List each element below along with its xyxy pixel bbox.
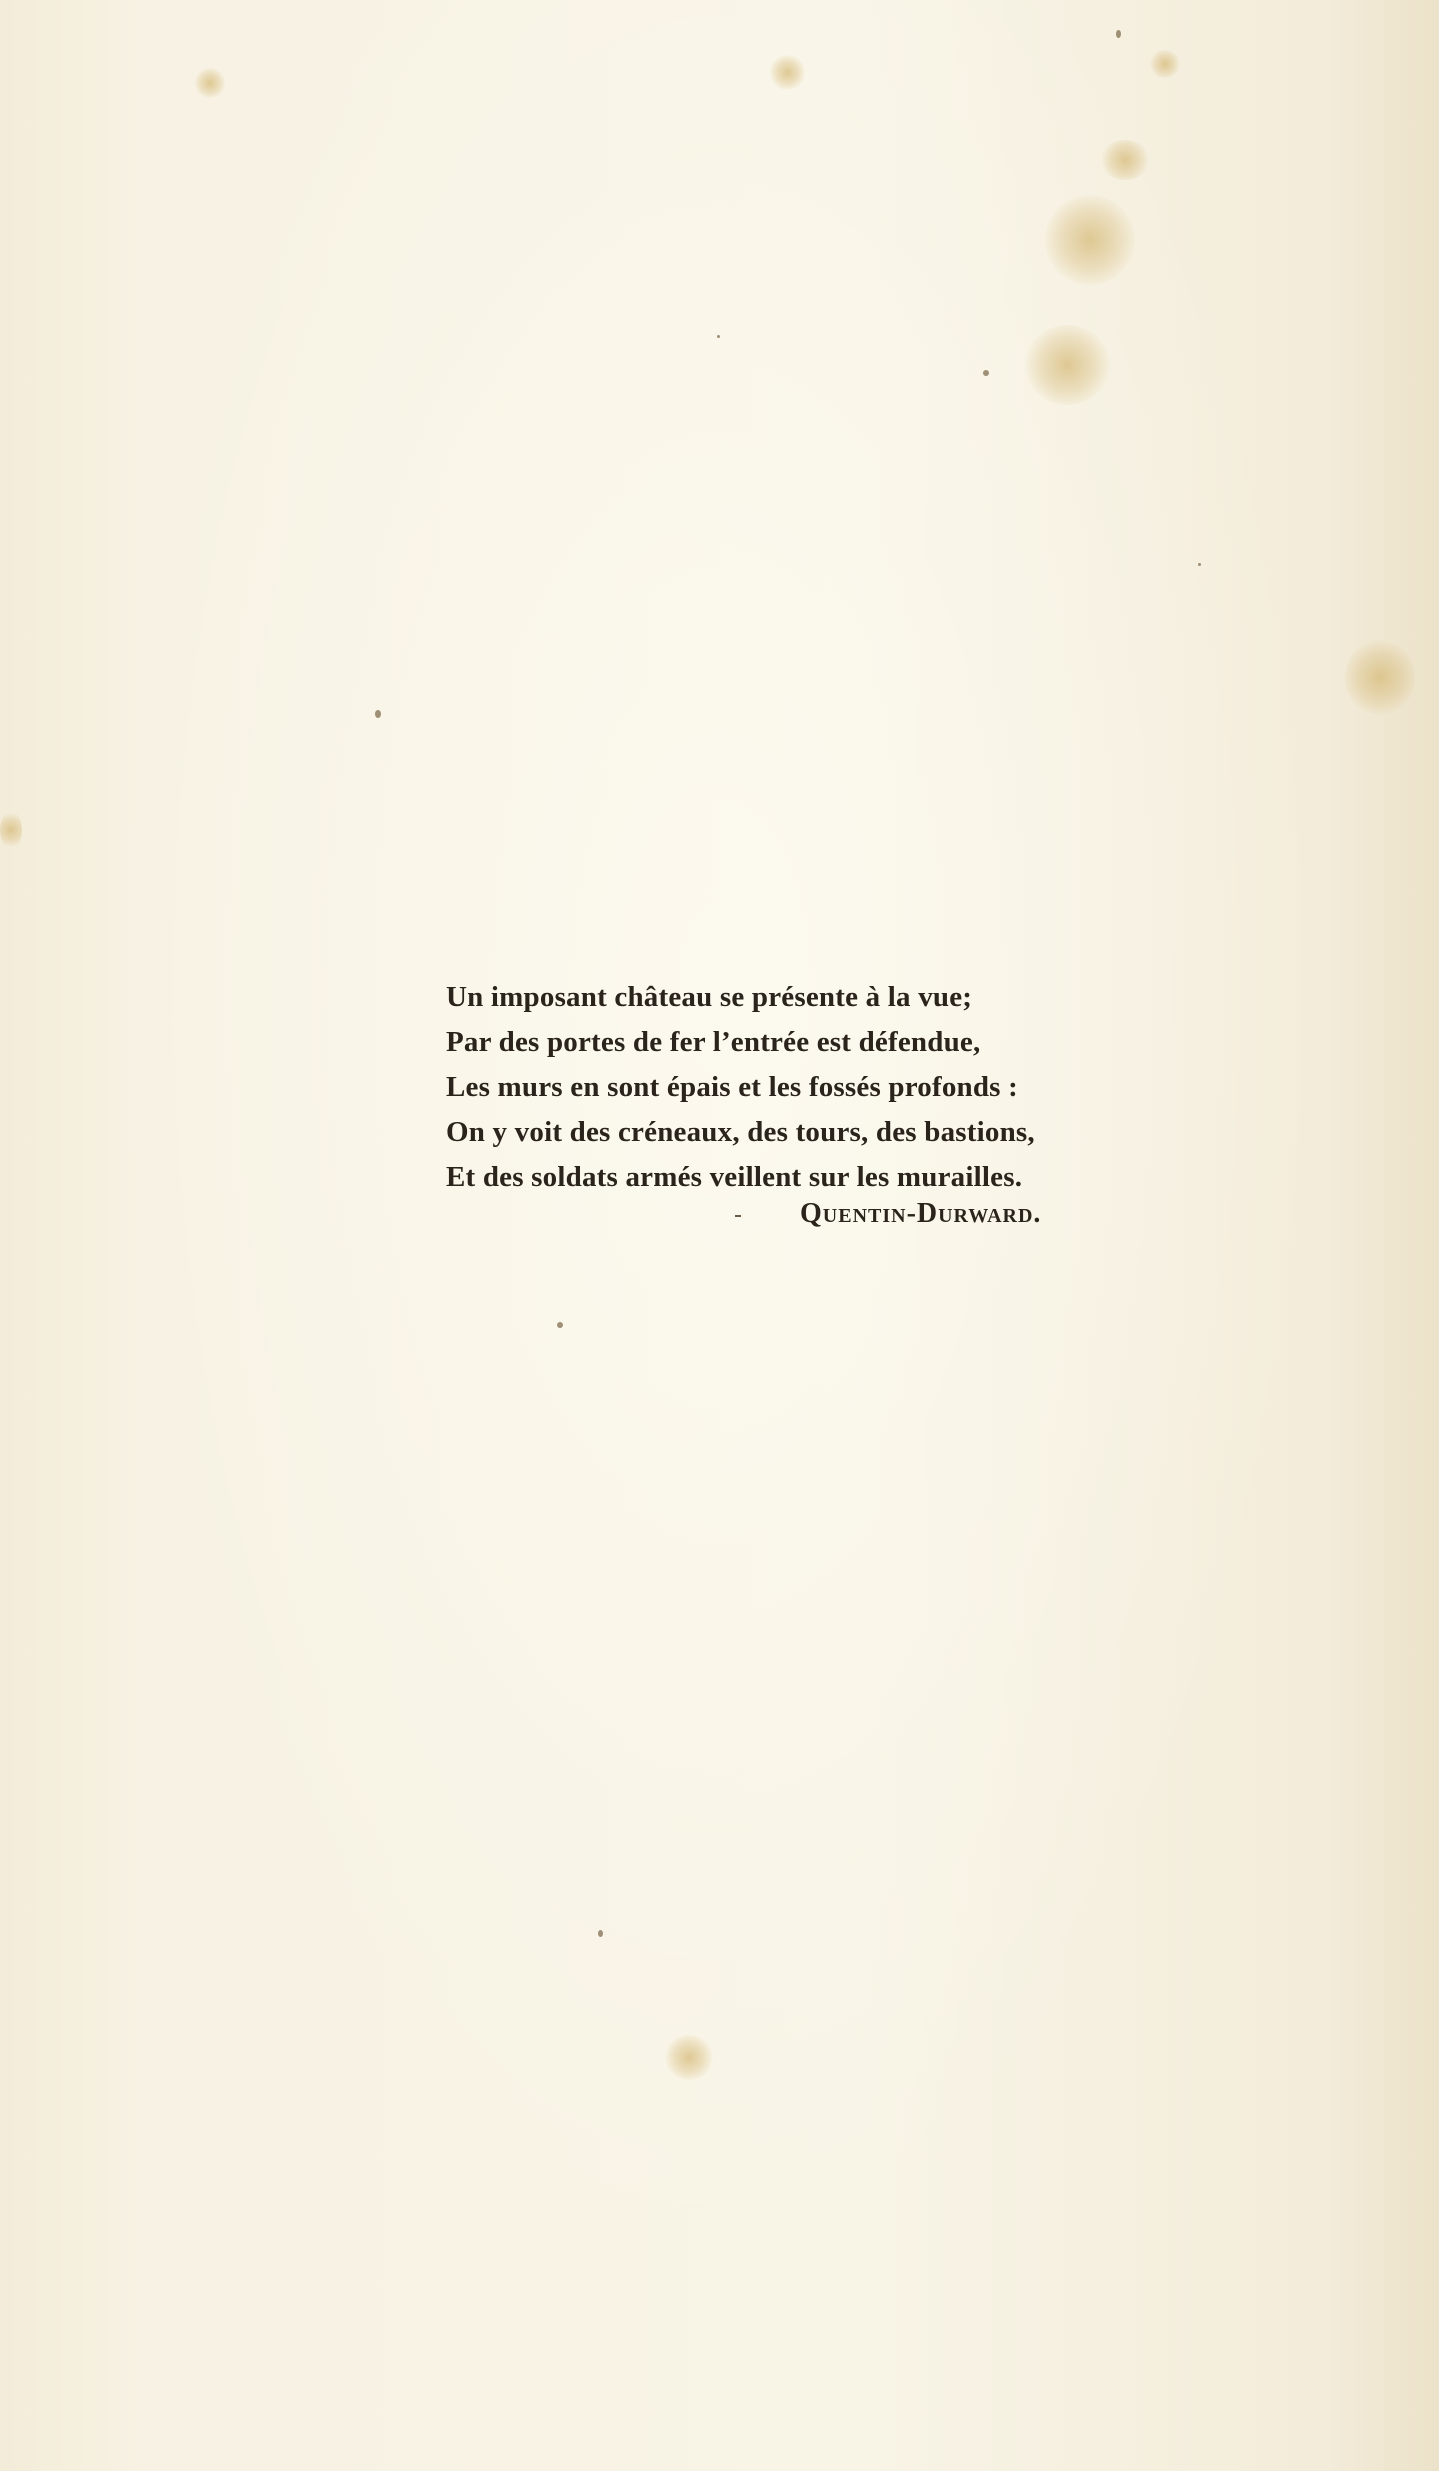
stain	[1025, 325, 1110, 405]
speck	[983, 370, 989, 376]
poem-attribution: Quentin-Durward.	[800, 1198, 1042, 1229]
speck	[1198, 563, 1201, 566]
stain	[770, 55, 805, 90]
stain	[1150, 50, 1180, 78]
poem-epigraph	[446, 975, 1126, 1200]
speck	[375, 710, 381, 718]
poem-line: On y voit des créneaux, des tours, des bastions,	[446, 1116, 1035, 1148]
punctuation-mark	[735, 1215, 741, 1217]
stain	[1345, 640, 1415, 715]
stain	[0, 810, 22, 850]
poem-line: Et des soldats armés veillent sur les murailles.	[446, 1161, 1023, 1193]
poem-line: Les murs en sont épais et les fossés profonds :	[446, 1071, 1018, 1103]
stain	[195, 68, 225, 98]
stain	[1045, 195, 1135, 285]
poem-line: Un imposant château se présente à la vue;	[446, 981, 973, 1013]
speck	[717, 335, 720, 338]
stain	[1100, 140, 1150, 180]
poem-line: Par des portes de fer l’entrée est défendue,	[446, 1026, 981, 1058]
stain	[665, 2035, 713, 2080]
speck	[598, 1930, 603, 1937]
speck	[557, 1322, 563, 1328]
speck	[1116, 30, 1121, 38]
